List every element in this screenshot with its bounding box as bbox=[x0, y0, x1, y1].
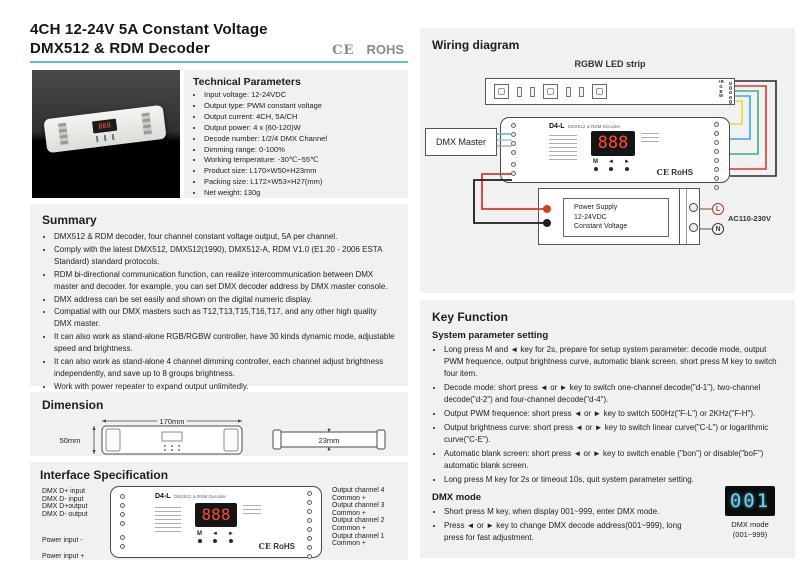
psu-line: 12-24VDC bbox=[574, 213, 607, 221]
pin-label: DMX D- output bbox=[42, 510, 88, 518]
strip-pin-labels: +RGBW bbox=[718, 79, 724, 99]
dmx-master-box: DMX Master bbox=[425, 128, 497, 156]
pin-label: Common + bbox=[332, 494, 366, 502]
key-function-item: • Long press M key for 2s or timeout 10s, quit system parameter setting. bbox=[444, 474, 783, 486]
dim-width-label: 50mm bbox=[59, 436, 81, 445]
key-function-item: • Output PWM frequence: short press ◄ or ► key to switch 500Hz("F-L") or 2KHz("F-H"). bbox=[444, 408, 783, 420]
pin-label: Common + bbox=[332, 540, 366, 548]
device-model-label bbox=[155, 493, 226, 500]
psu-screw bbox=[689, 223, 698, 232]
photo-terminal-left bbox=[58, 123, 69, 146]
device-model-label bbox=[549, 123, 620, 130]
technical-parameters-heading: Technical Parameters bbox=[193, 76, 301, 88]
decoder-device-drawing bbox=[110, 486, 322, 558]
technical-parameters-panel bbox=[184, 70, 408, 198]
device-power-terminals bbox=[120, 533, 125, 551]
prev-button[interactable]: ◄ bbox=[212, 531, 218, 543]
summary-item: • Compatial with our DMX masters such as T12,T13,T15,T16,T17, and any other high quality DMX master. bbox=[54, 306, 396, 330]
next-button[interactable]: ► bbox=[624, 159, 630, 171]
tech-parameter-item: • Net weight: 130g bbox=[204, 188, 399, 199]
dim-length-label: 170mm bbox=[159, 417, 185, 426]
led-chip bbox=[494, 84, 509, 99]
m-button[interactable]: M bbox=[593, 159, 598, 171]
summary-item: • It can also work as stand-alone 4 channel dimming controller, each channel adjust brightness independently, and save up to 8 groups brightness. bbox=[54, 356, 396, 380]
device-spec-text bbox=[155, 507, 181, 533]
dimension-drawing bbox=[42, 416, 396, 460]
key-function-item: • Automatic blank screen: short press ◄ or ► key to switch enable ("bon") or disable("boF") automatic blank screen. bbox=[444, 448, 783, 472]
key-function-heading: Key Function bbox=[432, 310, 509, 324]
dmx-mode-list bbox=[432, 506, 694, 544]
summary-panel bbox=[30, 204, 408, 391]
device-cert-mark: CE RoHS bbox=[656, 167, 693, 177]
led-strip-label: RGBW LED strip bbox=[574, 59, 646, 69]
dmx-mode-item: • Press ◄ or ► key to change DMX decode address(001~999), long press for fast adjustment. bbox=[444, 520, 694, 544]
resistor bbox=[566, 87, 571, 97]
dmx-display-caption bbox=[721, 520, 779, 539]
dmx-mode-heading: DMX mode bbox=[432, 492, 482, 503]
tech-parameter-item: • Output current: 4CH, 5A/CH bbox=[204, 112, 399, 123]
key-function-item: • Decode mode: short press ◄ or ► key to switch one-channel decode("d-1"), two-channel decode("d-2") and four-channel decode("d-4"). bbox=[444, 382, 783, 406]
prev-button[interactable]: ◄ bbox=[608, 159, 614, 171]
device-dmx-terminals bbox=[511, 121, 516, 157]
tech-parameter-item: • Input voltage: 12-24VDC bbox=[204, 90, 399, 101]
power-supply-label bbox=[563, 198, 669, 237]
dimension-heading: Dimension bbox=[42, 398, 104, 412]
interface-drawing bbox=[40, 486, 398, 560]
summary-item: • Comply with the latest DMX512, DMX512(1990), DMX512-A, RDM V1.0 (E1.20 - 2006 ESTA Standard) standard protocols. bbox=[54, 244, 396, 268]
summary-heading: Summary bbox=[42, 213, 97, 227]
live-terminal: L bbox=[712, 203, 724, 215]
wiring-decoder-device bbox=[500, 117, 730, 183]
tech-parameter-item: • Decode number: 1/2/4 DMX Channel bbox=[204, 134, 399, 145]
device-freq-text bbox=[243, 505, 261, 517]
device-buttons bbox=[197, 531, 234, 543]
resistor bbox=[579, 87, 584, 97]
device-display: 888 bbox=[195, 503, 237, 527]
product-photo-device bbox=[43, 105, 166, 153]
rohs-mark: ROHS bbox=[366, 42, 404, 57]
resistor bbox=[530, 87, 535, 97]
pin-label: Common + bbox=[332, 509, 366, 517]
wiring-diagram-panel bbox=[420, 28, 795, 293]
neutral-terminal: N bbox=[712, 223, 724, 235]
pin-label: Output channel 2 bbox=[332, 517, 385, 525]
photo-buttons bbox=[96, 134, 117, 142]
device-title: DMX512 & RDM Decoder bbox=[173, 494, 227, 499]
key-function-item: • Long press M and ◄ key for 2s, prepare for setup system parameter: decode mode, output PWM frequence, output brightness curve, automatic blank screen. short press M key to switch four item. bbox=[444, 344, 783, 380]
m-button[interactable]: M bbox=[197, 531, 202, 543]
pin-label: DMX D- input bbox=[42, 495, 84, 503]
tech-parameter-item: • Packing size: L172×W53×H27(mm) bbox=[204, 177, 399, 188]
tech-parameter-item: • Product size: L170×W50×H23mm bbox=[204, 166, 399, 177]
dmx-mode-item: • Short press M key, when display 001~999, enter DMX mode. bbox=[444, 506, 694, 518]
photo-terminal-right bbox=[141, 112, 152, 135]
next-button[interactable]: ► bbox=[228, 531, 234, 543]
interface-right-labels bbox=[332, 487, 418, 548]
interface-heading: Interface Specification bbox=[40, 468, 169, 482]
dimension-panel bbox=[30, 392, 408, 456]
psu-line: Power Supply bbox=[574, 204, 618, 212]
dimension-svg bbox=[42, 416, 396, 460]
title-line-2: DMX512 & RDM Decoder bbox=[30, 40, 210, 57]
pin-label: Output channel 1 bbox=[332, 532, 385, 540]
pin-label: Output channel 4 bbox=[332, 487, 385, 494]
psu-screw bbox=[689, 203, 698, 212]
product-photo bbox=[32, 70, 180, 198]
dmx-address-display: 001 bbox=[725, 486, 775, 516]
ac-voltage-label: AC110-230V bbox=[728, 214, 771, 223]
wiring-heading: Wiring diagram bbox=[432, 38, 520, 52]
strip-terminals bbox=[729, 81, 733, 104]
dmx-display-figure bbox=[721, 486, 779, 539]
device-freq-text bbox=[641, 133, 659, 145]
pin-label: Common + bbox=[332, 524, 366, 532]
summary-item: • DMX address can be set easily and shown on the digital numeric display. bbox=[54, 294, 396, 306]
dmx-caption-line: (001~999) bbox=[732, 529, 768, 539]
dmx-caption-line: DMX mode bbox=[731, 520, 769, 529]
device-buttons bbox=[593, 159, 630, 171]
interface-left-labels bbox=[42, 488, 106, 561]
pin-label: DMX D+output bbox=[42, 503, 88, 511]
summary-item: • DMX512 & RDM decoder, four channel constant voltage output, 5A per channel. bbox=[54, 231, 396, 243]
device-output-terminals bbox=[714, 120, 719, 192]
summary-item: • It can also work as stand-alone RGB/RGBW controller, have 30 kinds dynamic mode, adjustable speed and brightness. bbox=[54, 331, 396, 355]
device-display: 888 bbox=[591, 131, 635, 156]
device-spec-text bbox=[549, 135, 577, 161]
pin-label: Power input + bbox=[42, 552, 85, 560]
tech-parameter-item: • Working temperature: -30℃~55℃ bbox=[204, 155, 399, 166]
device-model: D4-L bbox=[155, 493, 171, 500]
summary-item: • Work with power repeater to expand output unlimitedly. bbox=[54, 381, 396, 393]
interface-specification-panel bbox=[30, 462, 408, 560]
title-divider bbox=[30, 61, 408, 63]
technical-parameters-list bbox=[193, 90, 399, 199]
resistor bbox=[517, 87, 522, 97]
power-supply-box bbox=[538, 188, 700, 245]
device-title: DMX512 & RDM Decoder bbox=[567, 124, 621, 129]
psu-line: Constant Voltage bbox=[574, 223, 628, 231]
led-strip-drawing bbox=[485, 78, 735, 105]
led-chip bbox=[543, 84, 558, 99]
tech-parameter-item: • Output type: PWM constant voltage bbox=[204, 101, 399, 112]
pin-label: DMX D+ input bbox=[42, 488, 86, 495]
tech-parameter-item: • Output power: 4 x (60-120)W bbox=[204, 123, 399, 134]
pin-label: Output channel 3 bbox=[332, 502, 385, 510]
system-parameter-heading: System parameter setting bbox=[432, 330, 549, 341]
pin-label: Power input - bbox=[42, 537, 83, 545]
psu-terminal-block bbox=[679, 189, 699, 244]
tech-parameter-item: • Dimming range: 0-100% bbox=[204, 145, 399, 156]
device-output-terminals bbox=[307, 489, 312, 561]
key-function-panel bbox=[420, 300, 795, 558]
ce-mark-icon: CE bbox=[332, 43, 355, 58]
certification-marks bbox=[332, 42, 404, 58]
dim-depth-label: 23mm bbox=[318, 436, 340, 445]
device-power-terminals bbox=[511, 160, 516, 178]
photo-display: 888 bbox=[92, 119, 117, 134]
device-model: D4-L bbox=[549, 123, 565, 130]
page-title bbox=[30, 20, 408, 58]
device-cert-mark: CE RoHS bbox=[258, 541, 295, 551]
summary-list bbox=[42, 231, 396, 393]
title-line-1: 4CH 12-24V 5A Constant Voltage bbox=[30, 21, 268, 38]
wiring-canvas bbox=[420, 28, 795, 293]
key-function-item: • Output brightness curve: short press ◄ or ► key to switch linear curve("C-L") or logarithmic curve("C-E"). bbox=[444, 422, 783, 446]
device-dmx-terminals bbox=[120, 492, 125, 528]
led-chip bbox=[592, 84, 607, 99]
summary-item: • RDM bi-directional communication function, can realize intercommunication between DMX master and decoder. for example, you can set DMX decoder address by DMX master console. bbox=[54, 269, 396, 293]
system-parameter-list bbox=[432, 344, 783, 486]
